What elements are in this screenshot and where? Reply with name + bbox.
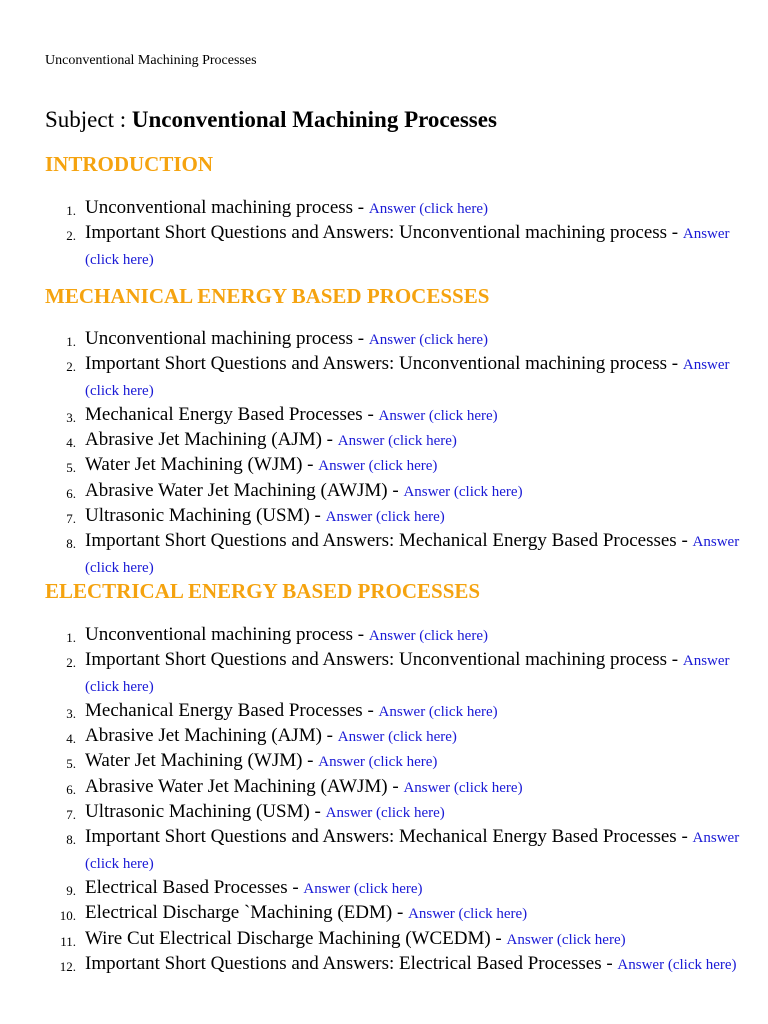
- item-number: 3.: [66, 705, 76, 721]
- item-number: 11.: [60, 933, 76, 949]
- item-number: 7.: [66, 511, 76, 527]
- answer-link[interactable]: Answer (click here): [85, 357, 730, 399]
- item-number: 6.: [66, 485, 76, 501]
- answer-link[interactable]: Answer (click here): [318, 754, 438, 771]
- list-item: [0, 699, 740, 724]
- item-number: 2.: [66, 228, 76, 244]
- list-item: [0, 403, 740, 428]
- list-item: [0, 327, 740, 352]
- answer-link[interactable]: Answer (click here): [85, 226, 730, 268]
- item-text: Unconventional machining process -: [85, 328, 369, 349]
- answer-link[interactable]: Answer (click here): [408, 906, 528, 923]
- item-text: Mechanical Energy Based Processes -: [85, 699, 379, 721]
- list-item: [0, 196, 740, 221]
- list-item: [0, 504, 740, 529]
- answer-link[interactable]: Answer (click here): [337, 433, 457, 450]
- item-number: 6.: [66, 781, 76, 797]
- section-list-introduction: [0, 196, 740, 272]
- list-item: [0, 529, 740, 580]
- answer-link[interactable]: Answer (click here): [325, 509, 445, 526]
- page-title: [45, 105, 497, 135]
- list-item: [0, 876, 740, 901]
- answer-link[interactable]: Answer (click here): [85, 534, 740, 576]
- item-text: Electrical Based Processes -: [85, 876, 304, 898]
- running-head: Unconventional Machining Processes: [45, 53, 257, 68]
- title-prefix: Subject :: [45, 107, 132, 132]
- list-item: [0, 221, 740, 272]
- list-item: [0, 428, 740, 453]
- answer-link[interactable]: Answer (click here): [403, 483, 523, 500]
- list-item: [0, 825, 740, 876]
- title-subject: Unconventional Machining Processes: [131, 107, 497, 132]
- list-item: [0, 352, 740, 403]
- item-number: 9.: [66, 882, 76, 898]
- item-text: Water Jet Machining (WJM) -: [85, 454, 319, 476]
- list-item: [0, 749, 740, 774]
- item-number: 4.: [66, 731, 76, 747]
- item-number: 8.: [66, 536, 76, 552]
- answer-link[interactable]: Answer (click here): [368, 628, 488, 644]
- item-number: 1.: [66, 203, 76, 218]
- answer-link[interactable]: Answer (click here): [378, 407, 498, 424]
- item-text: Water Jet Machining (WJM) -: [85, 750, 319, 772]
- list-item: [0, 453, 740, 478]
- section-list-mechanical: [0, 327, 740, 580]
- item-text: Unconventional machining process -: [85, 197, 369, 218]
- section-list-electrical: [0, 623, 740, 977]
- answer-link[interactable]: Answer (click here): [303, 880, 423, 897]
- item-text: Abrasive Jet Machining (AJM) -: [85, 725, 338, 747]
- item-number: 2.: [66, 655, 76, 671]
- item-text: Ultrasonic Machining (USM) -: [85, 801, 326, 823]
- item-text: Unconventional machining process -: [85, 624, 369, 645]
- answer-link[interactable]: Answer (click here): [85, 830, 740, 872]
- item-text: Wire Cut Electrical Discharge Machining (WCEDM) -: [85, 927, 507, 949]
- answer-link[interactable]: Answer (click here): [403, 779, 523, 796]
- section-heading-introduction: INTRODUCTION: [45, 152, 214, 176]
- answer-link[interactable]: Answer (click here): [318, 458, 438, 475]
- item-number: 5.: [66, 460, 76, 476]
- list-item: [0, 952, 740, 977]
- answer-link[interactable]: Answer (click here): [506, 931, 626, 948]
- answer-link[interactable]: Answer (click here): [85, 653, 730, 695]
- item-text: Important Short Questions and Answers: Unconventional machining process -: [85, 222, 683, 244]
- section-heading-electrical: ELECTRICAL ENERGY BASED PROCESSES: [45, 579, 481, 603]
- item-number: 3.: [66, 409, 76, 425]
- item-number: 5.: [66, 756, 76, 772]
- answer-link[interactable]: Answer (click here): [337, 729, 457, 746]
- item-text: Important Short Questions and Answers: Mechanical Energy Based Processes -: [85, 530, 693, 552]
- item-text: Ultrasonic Machining (USM) -: [85, 505, 326, 527]
- list-item: [0, 724, 740, 749]
- item-number: 8.: [66, 832, 76, 848]
- item-number: 12.: [59, 958, 76, 974]
- item-number: 1.: [66, 630, 76, 645]
- answer-link[interactable]: Answer (click here): [368, 332, 488, 348]
- list-item: [0, 648, 740, 699]
- item-number: 10.: [59, 908, 76, 924]
- item-text: Electrical Discharge `Machining (EDM) -: [85, 902, 409, 924]
- item-number: 7.: [66, 807, 76, 823]
- list-item: [0, 479, 740, 504]
- item-text: Important Short Questions and Answers: Mechanical Energy Based Processes -: [85, 826, 693, 848]
- item-text: Important Short Questions and Answers: Electrical Based Processes -: [85, 952, 618, 974]
- list-item: [0, 623, 740, 648]
- list-item: [0, 901, 740, 926]
- list-item: [0, 800, 740, 825]
- item-text: Important Short Questions and Answers: Unconventional machining process -: [85, 649, 683, 671]
- answer-link[interactable]: Answer (click here): [325, 805, 445, 822]
- item-number: 2.: [66, 359, 76, 375]
- item-text: Mechanical Energy Based Processes -: [85, 403, 379, 425]
- item-number: 1.: [66, 334, 76, 349]
- item-number: 4.: [66, 435, 76, 451]
- item-text: Abrasive Jet Machining (AJM) -: [85, 429, 338, 451]
- list-item: [0, 775, 740, 800]
- item-text: Important Short Questions and Answers: Unconventional machining process -: [85, 353, 683, 375]
- answer-link[interactable]: Answer (click here): [368, 201, 488, 217]
- section-heading-mechanical: MECHANICAL ENERGY BASED PROCESSES: [45, 284, 490, 308]
- answer-link[interactable]: Answer (click here): [617, 956, 737, 973]
- item-text: Abrasive Water Jet Machining (AWJM) -: [85, 775, 404, 797]
- list-item: [0, 927, 740, 952]
- answer-link[interactable]: Answer (click here): [378, 703, 498, 720]
- item-text: Abrasive Water Jet Machining (AWJM) -: [85, 479, 404, 501]
